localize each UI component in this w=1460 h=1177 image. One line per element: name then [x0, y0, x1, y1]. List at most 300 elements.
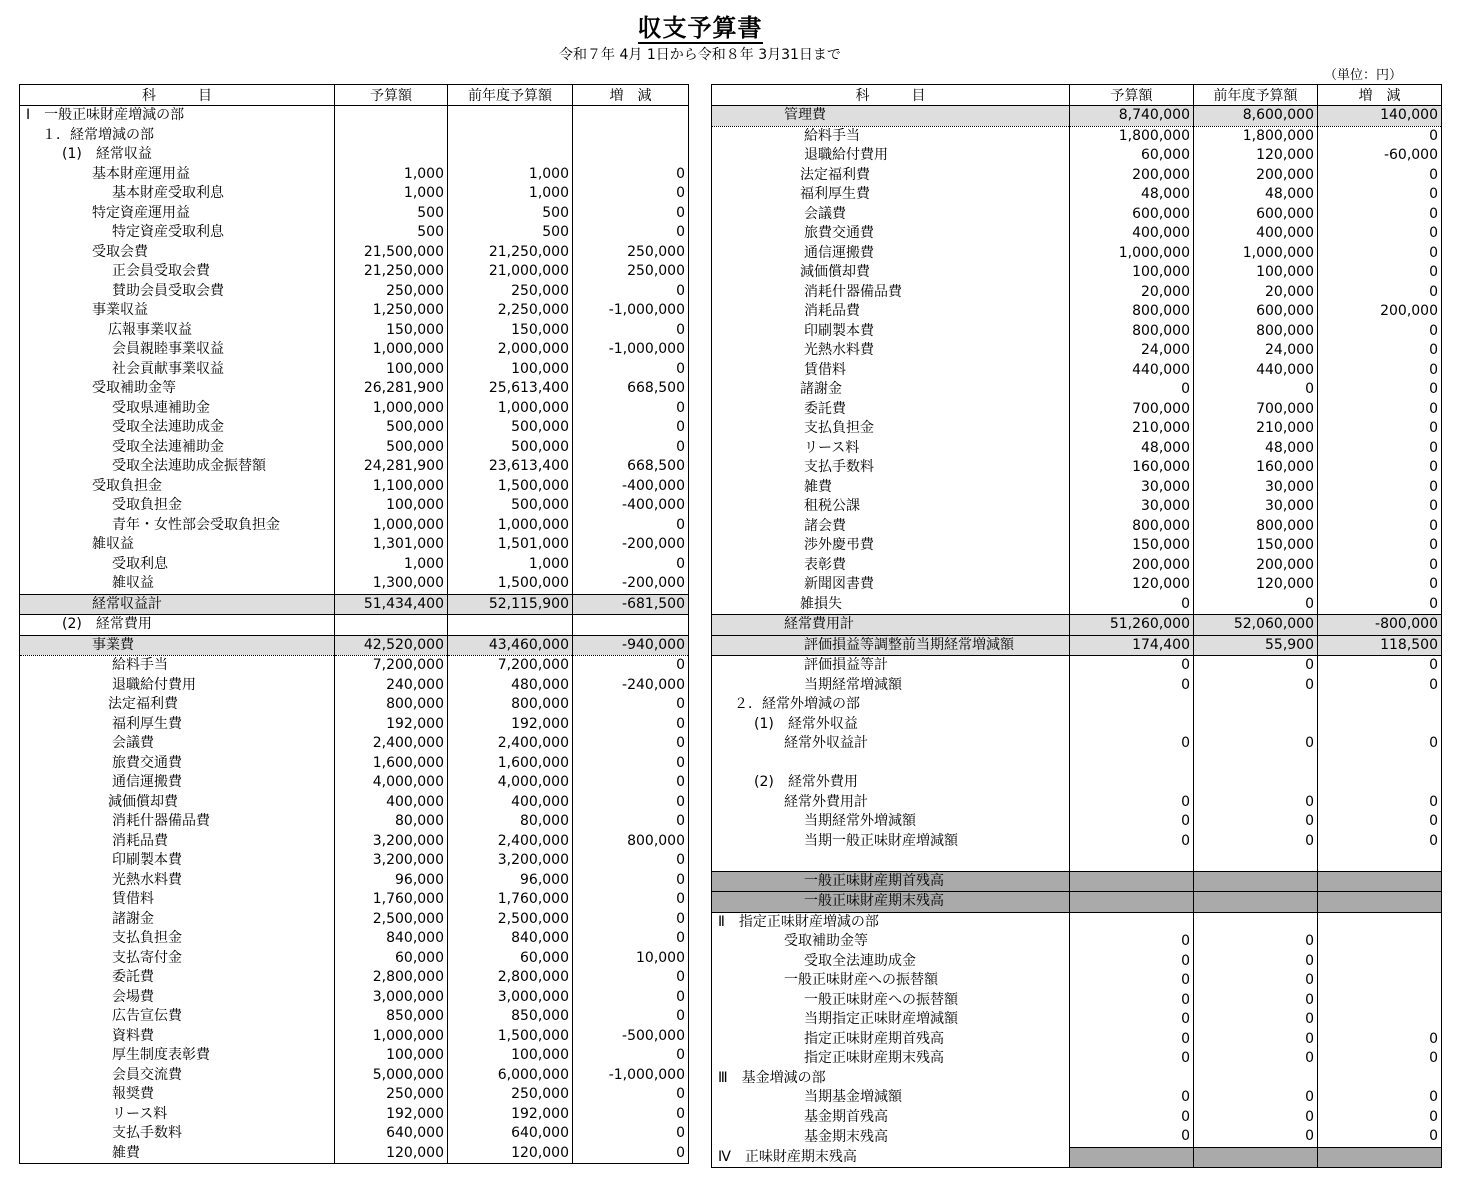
table-row	[712, 497, 1442, 517]
table-row	[712, 224, 1442, 244]
budget-cell: 2,500,000	[335, 910, 448, 930]
row-label: 会場費	[20, 988, 335, 1008]
budget-cell: 1,301,000	[335, 535, 448, 555]
prev-budget-cell: 30,000	[1194, 478, 1318, 498]
table-row	[20, 1124, 689, 1144]
table-row	[20, 126, 689, 146]
prev-budget-cell: 25,613,400	[448, 379, 573, 399]
table-row	[20, 321, 689, 341]
difference-cell: 0	[1318, 380, 1442, 400]
budget-cell: 21,250,000	[335, 262, 448, 282]
difference-cell	[1318, 1147, 1442, 1168]
table-row	[712, 106, 1442, 127]
table-row	[20, 1027, 689, 1047]
budget-cell: 800,000	[1070, 302, 1194, 322]
row-label: 受取全法連助成金振替額	[20, 457, 335, 477]
prev-budget-cell: 24,000	[1194, 341, 1318, 361]
difference-cell: 0	[573, 204, 689, 224]
difference-cell: 0	[573, 321, 689, 341]
difference-cell: 0	[1318, 205, 1442, 225]
budget-cell: 96,000	[335, 871, 448, 891]
table-row	[20, 516, 689, 536]
table-row	[20, 594, 689, 615]
table-header-row	[712, 85, 1442, 106]
row-label: 青年・女性部会受取負担金	[20, 516, 335, 536]
table-row	[712, 1127, 1442, 1147]
row-label: 支払手数料	[20, 1124, 335, 1144]
prev-budget-cell: 21,000,000	[448, 262, 573, 282]
prev-budget-cell: 600,000	[1194, 205, 1318, 225]
table-row	[712, 185, 1442, 205]
budget-cell: 100,000	[335, 1046, 448, 1066]
table-row	[20, 1144, 689, 1164]
row-label: 減価償却費	[712, 263, 1070, 283]
row-label: 支払負担金	[20, 929, 335, 949]
budget-cell: 1,000	[335, 165, 448, 185]
budget-cell	[1070, 912, 1194, 932]
row-label: 基金期末残高	[712, 1127, 1070, 1147]
budget-cell: 150,000	[335, 321, 448, 341]
row-label: 雑費	[712, 478, 1070, 498]
table-row	[20, 360, 689, 380]
budget-cell: 600,000	[1070, 205, 1194, 225]
budget-cell	[1070, 851, 1194, 871]
prev-budget-cell: 3,200,000	[448, 851, 573, 871]
budget-cell: 26,281,900	[335, 379, 448, 399]
prev-budget-cell: 210,000	[1194, 419, 1318, 439]
difference-cell: 0	[573, 438, 689, 458]
row-label: 一般正味財産期首残高	[712, 871, 1070, 892]
table-row	[20, 379, 689, 399]
budget-cell: 0	[1070, 793, 1194, 813]
table-row	[20, 734, 689, 754]
table-row	[20, 773, 689, 793]
row-label: 旅費交通費	[20, 754, 335, 774]
difference-cell: 0	[1318, 322, 1442, 342]
budget-cell: 3,200,000	[335, 832, 448, 852]
prev-budget-cell: 250,000	[448, 282, 573, 302]
prev-budget-cell: 0	[1194, 1108, 1318, 1128]
difference-cell: 668,500	[573, 379, 689, 399]
title-text: 収支予算書	[637, 14, 763, 42]
prev-budget-cell: 0	[1194, 380, 1318, 400]
table-row	[712, 932, 1442, 952]
budget-cell: 0	[1070, 676, 1194, 696]
prev-budget-cell: 55,900	[1194, 635, 1318, 656]
table-row	[712, 676, 1442, 696]
row-label: 一般正味財産への振替額	[712, 971, 1070, 991]
budget-cell: 192,000	[335, 1105, 448, 1125]
prev-budget-cell: 0	[1194, 932, 1318, 952]
table-row	[712, 991, 1442, 1011]
row-label: 退職給付費用	[20, 676, 335, 696]
table-row	[20, 477, 689, 497]
budget-cell: 0	[1070, 812, 1194, 832]
difference-cell: 0	[1318, 361, 1442, 381]
difference-cell	[573, 615, 689, 636]
prev-budget-cell: 600,000	[1194, 302, 1318, 322]
difference-cell: 0	[1318, 400, 1442, 420]
budget-cell	[335, 126, 448, 146]
prev-budget-cell: 200,000	[1194, 166, 1318, 186]
budget-cell: 400,000	[335, 793, 448, 813]
row-label: 支払手数料	[712, 458, 1070, 478]
row-label: リース料	[712, 439, 1070, 459]
budget-cell: 250,000	[335, 1085, 448, 1105]
table-row	[712, 283, 1442, 303]
row-label: 支払負担金	[712, 419, 1070, 439]
prev-budget-cell: 30,000	[1194, 497, 1318, 517]
budget-cell: 0	[1070, 1030, 1194, 1050]
row-label: 当期指定正味財産増減額	[712, 1010, 1070, 1030]
difference-cell	[1318, 773, 1442, 793]
budget-cell: 0	[1070, 595, 1194, 615]
budget-cell	[1070, 1147, 1194, 1168]
difference-cell: 0	[573, 1007, 689, 1027]
row-label: 諸会費	[712, 517, 1070, 537]
prev-budget-cell: 120,000	[1194, 146, 1318, 166]
budget-cell: 200,000	[1070, 166, 1194, 186]
row-label: 退職給付費用	[712, 146, 1070, 166]
prev-budget-cell: 1,000,000	[448, 516, 573, 536]
table-row	[20, 676, 689, 696]
prev-budget-cell: 0	[1194, 595, 1318, 615]
difference-cell	[1318, 871, 1442, 892]
prev-budget-cell: 250,000	[448, 1085, 573, 1105]
prev-budget-cell: 1,000,000	[1194, 244, 1318, 264]
table-row	[20, 1066, 689, 1086]
row-label: 租税公課	[712, 497, 1070, 517]
difference-cell	[1318, 912, 1442, 932]
table-row	[712, 871, 1442, 892]
row-label: 受取会費	[20, 243, 335, 263]
difference-cell	[1318, 715, 1442, 735]
header-prev-budget: 前年度予算額	[1194, 85, 1318, 106]
difference-cell: -60,000	[1318, 146, 1442, 166]
row-label: 会員交流費	[20, 1066, 335, 1086]
budget-cell: 1,000,000	[335, 1027, 448, 1047]
prev-budget-cell: 96,000	[448, 871, 573, 891]
difference-cell: 0	[1318, 517, 1442, 537]
row-label: 資料費	[20, 1027, 335, 1047]
row-label: 広報事業収益	[20, 321, 335, 341]
difference-cell: 140,000	[1318, 106, 1442, 127]
prev-budget-cell: 0	[1194, 971, 1318, 991]
difference-cell: 0	[1318, 1088, 1442, 1108]
table-row	[712, 734, 1442, 754]
prev-budget-cell: 160,000	[1194, 458, 1318, 478]
row-label: 当期基金増減額	[712, 1088, 1070, 1108]
header-budget: 予算額	[1070, 85, 1194, 106]
table-row	[712, 812, 1442, 832]
table-row	[712, 971, 1442, 991]
prev-budget-cell: 80,000	[448, 812, 573, 832]
row-label: 経常費用計	[712, 615, 1070, 636]
difference-cell: 0	[1318, 1127, 1442, 1147]
prev-budget-cell: 120,000	[448, 1144, 573, 1164]
budget-cell: 0	[1070, 1088, 1194, 1108]
budget-cell	[335, 615, 448, 636]
budget-cell	[1070, 715, 1194, 735]
prev-budget-cell: 3,000,000	[448, 988, 573, 1008]
row-label: 受取負担金	[20, 477, 335, 497]
budget-cell: 1,300,000	[335, 574, 448, 594]
prev-budget-cell: 2,000,000	[448, 340, 573, 360]
prev-budget-cell: 1,000,000	[448, 399, 573, 419]
prev-budget-cell: 1,760,000	[448, 890, 573, 910]
row-label: 光熱水料費	[712, 341, 1070, 361]
prev-budget-cell: 48,000	[1194, 439, 1318, 459]
budget-cell: 0	[1070, 971, 1194, 991]
prev-budget-cell: 7,200,000	[448, 656, 573, 676]
budget-cell: 3,000,000	[335, 988, 448, 1008]
difference-cell: 0	[1318, 575, 1442, 595]
budget-cell: 0	[1070, 932, 1194, 952]
row-label: 特定資産運用益	[20, 204, 335, 224]
prev-budget-cell: 500	[448, 204, 573, 224]
difference-cell: 0	[1318, 341, 1442, 361]
prev-budget-cell: 200,000	[1194, 556, 1318, 576]
difference-cell: 250,000	[573, 262, 689, 282]
row-label: Ⅲ 基金増減の部	[712, 1069, 1070, 1089]
row-label: 印刷製本費	[20, 851, 335, 871]
row-label: 当期一般正味財産増減額	[712, 832, 1070, 852]
budget-cell: 80,000	[335, 812, 448, 832]
table-row	[712, 754, 1442, 774]
difference-cell	[1318, 892, 1442, 913]
table-row	[712, 952, 1442, 972]
table-row	[20, 851, 689, 871]
header-difference: 増 減	[573, 85, 689, 106]
budget-table-right	[711, 84, 1442, 1168]
difference-cell: 0	[1318, 439, 1442, 459]
row-label: 受取補助金等	[712, 932, 1070, 952]
prev-budget-cell: 500,000	[448, 496, 573, 516]
difference-cell: 0	[1318, 497, 1442, 517]
difference-cell	[1318, 1010, 1442, 1030]
difference-cell: 0	[573, 793, 689, 813]
budget-cell: 0	[1070, 1127, 1194, 1147]
row-label: 広告宣伝費	[20, 1007, 335, 1027]
row-label: 印刷製本費	[712, 322, 1070, 342]
budget-cell: 1,000,000	[335, 516, 448, 536]
table-row	[712, 146, 1442, 166]
budget-cell: 800,000	[335, 695, 448, 715]
prev-budget-cell: 150,000	[1194, 536, 1318, 556]
table-row	[712, 695, 1442, 715]
budget-cell: 850,000	[335, 1007, 448, 1027]
table-row	[712, 166, 1442, 186]
budget-cell: 24,000	[1070, 341, 1194, 361]
row-label: 給料手当	[712, 126, 1070, 146]
table-row	[20, 106, 689, 126]
row-label: 通信運搬費	[20, 773, 335, 793]
budget-cell: 500,000	[335, 418, 448, 438]
difference-cell: 0	[573, 418, 689, 438]
budget-cell: 840,000	[335, 929, 448, 949]
prev-budget-cell	[1194, 695, 1318, 715]
budget-cell: 0	[1070, 952, 1194, 972]
row-label: 会議費	[712, 205, 1070, 225]
row-label: (2) 経常外費用	[712, 773, 1070, 793]
budget-cell: 2,800,000	[335, 968, 448, 988]
table-row	[712, 439, 1442, 459]
budget-cell: 150,000	[1070, 536, 1194, 556]
table-row	[20, 223, 689, 243]
prev-budget-cell: 850,000	[448, 1007, 573, 1027]
difference-cell	[1318, 952, 1442, 972]
table-row	[20, 695, 689, 715]
budget-cell: 1,760,000	[335, 890, 448, 910]
row-label: 委託費	[712, 400, 1070, 420]
table-row	[20, 243, 689, 263]
budget-cell: 24,281,900	[335, 457, 448, 477]
row-label: 光熱水料費	[20, 871, 335, 891]
prev-budget-cell: 1,500,000	[448, 477, 573, 497]
difference-cell: 0	[1318, 224, 1442, 244]
prev-budget-cell: 100,000	[1194, 263, 1318, 283]
table-row	[712, 575, 1442, 595]
prev-budget-cell: 0	[1194, 1049, 1318, 1069]
row-label: 福利厚生費	[20, 715, 335, 735]
difference-cell: 0	[1318, 185, 1442, 205]
row-label: 雑収益	[20, 574, 335, 594]
page-title	[0, 8, 1400, 43]
difference-cell: -200,000	[573, 574, 689, 594]
budget-cell: 30,000	[1070, 478, 1194, 498]
budget-cell: 2,400,000	[335, 734, 448, 754]
row-label: Ⅱ 指定正味財産増減の部	[712, 912, 1070, 932]
prev-budget-cell	[1194, 1069, 1318, 1089]
table-row	[20, 282, 689, 302]
prev-budget-cell: 1,000	[448, 184, 573, 204]
budget-cell: 3,200,000	[335, 851, 448, 871]
difference-cell: 0	[573, 165, 689, 185]
row-label: 受取利息	[20, 555, 335, 575]
difference-cell	[1318, 991, 1442, 1011]
prev-budget-cell: 1,501,000	[448, 535, 573, 555]
difference-cell: 0	[1318, 458, 1442, 478]
table-row	[20, 555, 689, 575]
prev-budget-cell	[1194, 851, 1318, 871]
budget-cell: 51,260,000	[1070, 615, 1194, 636]
budget-cell: 1,000	[335, 184, 448, 204]
difference-cell	[1318, 851, 1442, 871]
prev-budget-cell: 700,000	[1194, 400, 1318, 420]
difference-cell: -200,000	[573, 535, 689, 555]
table-row	[712, 1088, 1442, 1108]
difference-cell: 0	[573, 734, 689, 754]
row-label: 賃借料	[20, 890, 335, 910]
budget-cell: 100,000	[335, 360, 448, 380]
row-label: 会員親睦事業収益	[20, 340, 335, 360]
table-row	[20, 574, 689, 594]
header-subject: 科 目	[20, 85, 335, 106]
prev-budget-cell	[1194, 773, 1318, 793]
table-row	[712, 419, 1442, 439]
unit-label: （単位：円）	[1323, 68, 1402, 83]
budget-cell: 8,740,000	[1070, 106, 1194, 127]
budget-cell: 1,250,000	[335, 301, 448, 321]
budget-cell: 60,000	[335, 949, 448, 969]
prev-budget-cell	[1194, 871, 1318, 892]
difference-cell: -800,000	[1318, 615, 1442, 636]
row-label: 旅費交通費	[712, 224, 1070, 244]
table-row	[20, 418, 689, 438]
table-row	[20, 1046, 689, 1066]
prev-budget-cell: 500,000	[448, 438, 573, 458]
budget-cell: 1,600,000	[335, 754, 448, 774]
budget-cell: 160,000	[1070, 458, 1194, 478]
table-row	[20, 204, 689, 224]
budget-cell	[335, 145, 448, 165]
budget-cell: 800,000	[1070, 322, 1194, 342]
table-row	[712, 851, 1442, 871]
prev-budget-cell: 440,000	[1194, 361, 1318, 381]
prev-budget-cell: 0	[1194, 832, 1318, 852]
table-row	[712, 773, 1442, 793]
prev-budget-cell: 1,000	[448, 165, 573, 185]
prev-budget-cell: 192,000	[448, 1105, 573, 1125]
prev-budget-cell: 2,500,000	[448, 910, 573, 930]
table-row	[712, 615, 1442, 636]
difference-cell: 0	[1318, 263, 1442, 283]
row-label: (1) 経常収益	[20, 145, 335, 165]
row-label: 基金期首残高	[712, 1108, 1070, 1128]
prev-budget-cell: 640,000	[448, 1124, 573, 1144]
row-label: 事業費	[20, 635, 335, 656]
difference-cell: 0	[573, 1105, 689, 1125]
budget-cell: 100,000	[335, 496, 448, 516]
budget-cell: 400,000	[1070, 224, 1194, 244]
budget-cell: 1,800,000	[1070, 126, 1194, 146]
row-label: 賃借料	[712, 361, 1070, 381]
difference-cell: 0	[573, 516, 689, 536]
difference-cell: 0	[573, 851, 689, 871]
budget-cell: 440,000	[1070, 361, 1194, 381]
budget-cell: 500,000	[335, 438, 448, 458]
table-row	[20, 535, 689, 555]
table-row	[712, 635, 1442, 656]
row-label: 消耗什器備品費	[20, 812, 335, 832]
row-label: 正会員受取会費	[20, 262, 335, 282]
row-label: リース料	[20, 1105, 335, 1125]
budget-cell: 0	[1070, 1108, 1194, 1128]
prev-budget-cell: 120,000	[1194, 575, 1318, 595]
prev-budget-cell: 52,060,000	[1194, 615, 1318, 636]
row-label: 受取全法連助成金	[20, 418, 335, 438]
row-label: 報奨費	[20, 1085, 335, 1105]
prev-budget-cell: 800,000	[1194, 322, 1318, 342]
header-subject: 科 目	[712, 85, 1070, 106]
budget-cell: 20,000	[1070, 283, 1194, 303]
prev-budget-cell	[448, 615, 573, 636]
table-row	[20, 871, 689, 891]
table-row	[712, 892, 1442, 913]
table-row	[20, 910, 689, 930]
difference-cell: 0	[573, 773, 689, 793]
budget-cell	[1070, 754, 1194, 774]
row-label: 受取全法連助成金	[712, 952, 1070, 972]
row-label: 給料手当	[20, 656, 335, 676]
difference-cell: 0	[573, 1046, 689, 1066]
prev-budget-cell	[1194, 715, 1318, 735]
table-row	[712, 458, 1442, 478]
prev-budget-cell: 0	[1194, 734, 1318, 754]
table-row	[20, 929, 689, 949]
row-label: 渉外慶弔費	[712, 536, 1070, 556]
table-row	[20, 184, 689, 204]
